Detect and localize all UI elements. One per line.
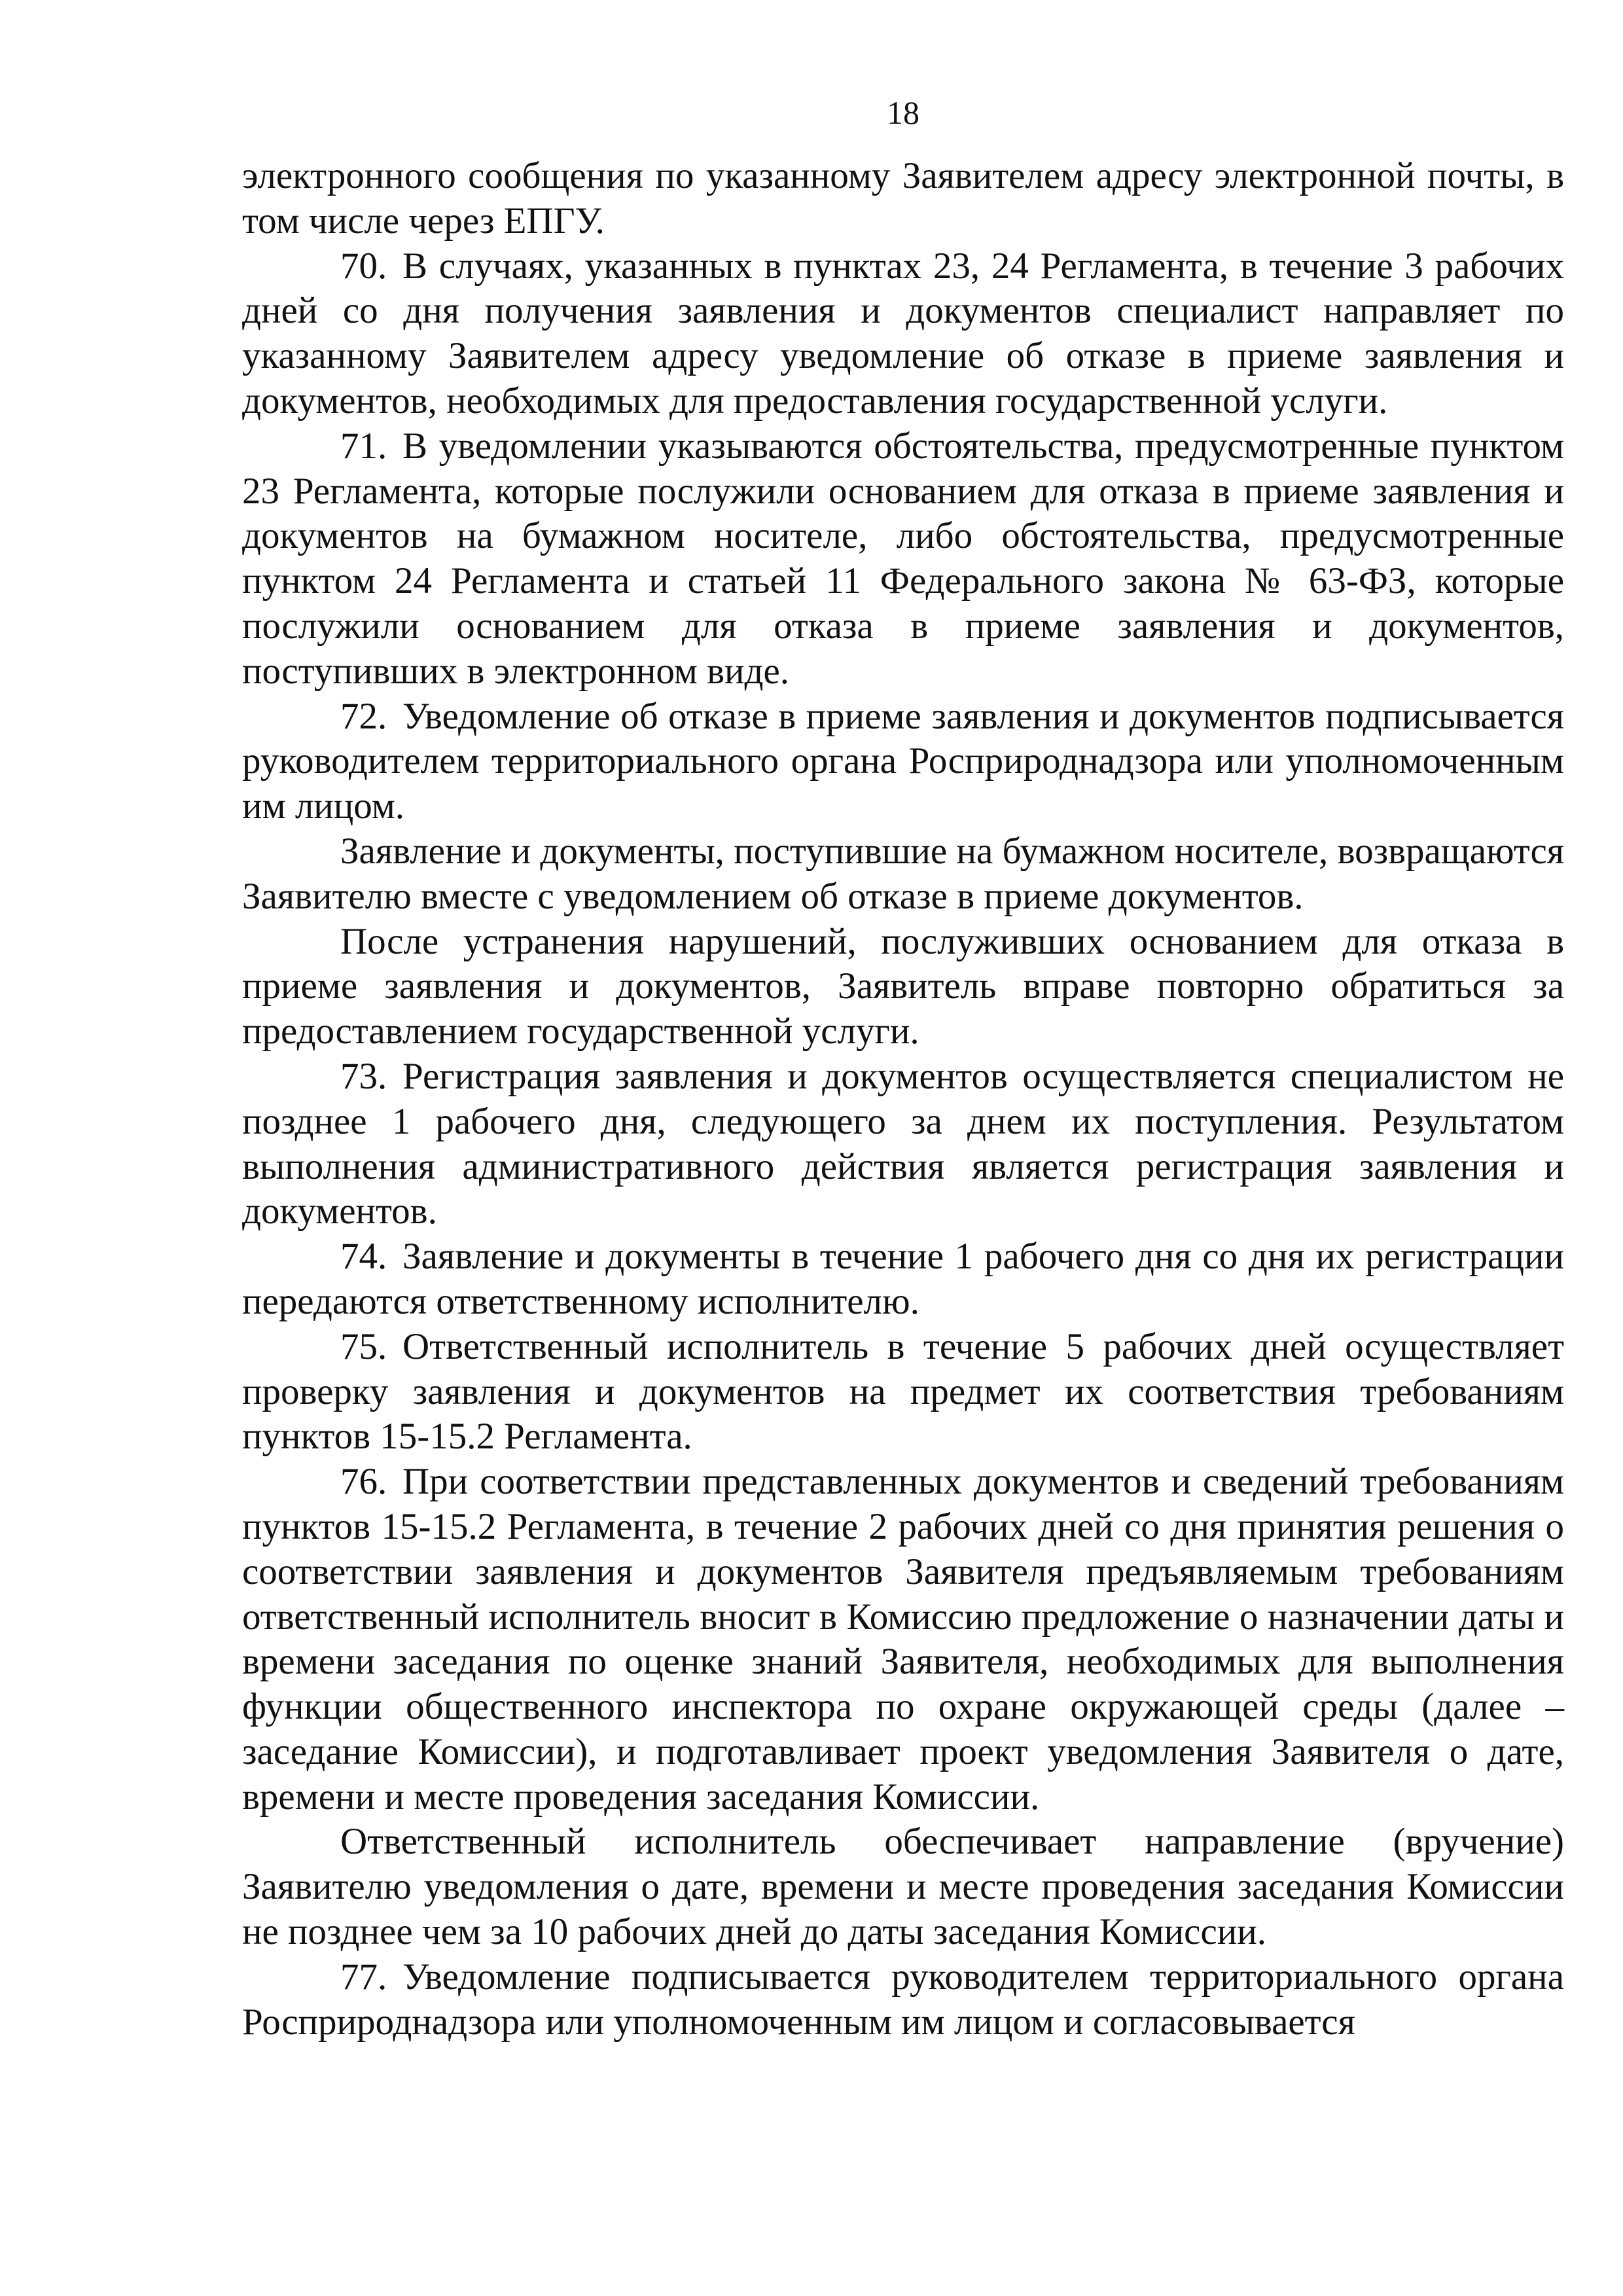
paragraph-text: После устранения нарушений, послуживших основанием для отказа в приеме заявления и документов, Заявитель вправе повторно обратиться за предоставлением государственной услуги. [242,920,1564,1052]
paragraph-text: Уведомление об отказе в приеме заявления и документов подписывается руководителем территориального органа Росприроднадзора или уполномоченным им лицом. [242,695,1564,827]
paragraph-number: 71. [340,425,387,467]
paragraph-text: Уведомление подписывается руководителем территориального органа Росприроднадзора или уполномоченным им лицом и согласовывается [242,1956,1564,2043]
paragraph-text: Ответственный исполнитель в течение 5 рабочих дней осуществляет проверку заявления и документов на предмет их соответствия требованиям пунктов 15-15.2 Регламента. [242,1325,1564,1458]
paragraph-71 [242,424,1564,694]
document-body [242,154,1564,2045]
paragraph-text: Заявление и документы, поступившие на бумажном носителе, возвращаются Заявителю вместе с уведомлением об отказе в приеме документов. [242,830,1564,917]
paragraph-70 [242,244,1564,424]
paragraph-text: Ответственный исполнитель обеспечивает направление (вручение) Заявителю уведомления о дате, времени и месте проведения заседания Комиссии не позднее чем за 10 рабочих дней до даты заседания Комиссии. [242,1821,1564,1953]
paragraph-72-repeat-request [242,920,1564,1054]
paragraph-number: 76. [340,1461,387,1503]
paragraph-75 [242,1325,1564,1460]
paragraph-72-returned-documents [242,829,1564,920]
paragraph-number: 70. [340,245,387,287]
paragraph-text: Заявление и документы в течение 1 рабочего дня со дня их регистрации передаются ответственному исполнителю. [242,1236,1564,1322]
paragraph-number: 75. [340,1325,387,1367]
paragraph-74 [242,1234,1564,1325]
page-number: 18 [887,94,919,131]
paragraph-number: 74. [340,1236,387,1278]
paragraph-number: 77. [340,1956,387,1998]
paragraph-text: При соответствии представленных документов и сведений требованиям пунктов 15-15.2 Регламента, в течение 2 рабочих дней со дня принятия решения о соответствии заявления и документов Заявителя предъявляемым требованиям ответственный исполнитель вносит в Комиссию предложение о назначении даты и времени заседания по оценке знаний Заявителя, необходимых для выполнения функции общественного инспектора по охране окружающей среды (далее – заседание Комиссии), и подготавливает проект уведомления Заявителя о дате, времени и месте проведения заседания Комиссии. [242,1461,1564,1818]
paragraph-73 [242,1054,1564,1234]
paragraph-text: электронного сообщения по указанному Заявителем адресу электронной почты, в том числе через ЕПГУ. [242,155,1564,242]
paragraph-number: 73. [340,1055,387,1097]
paragraph-text: Регистрация заявления и документов осуществляется специалистом не позднее 1 рабочего дня, следующего за днем их поступления. Результатом выполнения административного действия является регистрация заявления и документов. [242,1055,1564,1232]
paragraph-text: В случаях, указанных в пунктах 23, 24 Регламента, в течение 3 рабочих дней со дня получения заявления и документов специалист направляет по указанному Заявителем адресу уведомление об отказе в приеме заявления и документов, необходимых для предоставления государственной услуги. [242,245,1564,422]
paragraph-72 [242,694,1564,829]
paragraph-continuation [242,154,1564,244]
paragraph-76 [242,1460,1564,1820]
paragraph-76-notification [242,1820,1564,1954]
paragraph-number: 72. [340,695,387,737]
paragraph-text: В уведомлении указываются обстоятельства, предусмотренные пунктом 23 Регламента, которые послужили основанием для отказа в приеме заявления и документов на бумажном носителе, либо обстоятельства, предусмотренные пунктом 24 Регламента и статьей 11 Федерального закона № 63-ФЗ, которые послужили основанием для отказа в приеме заявления и документов, поступивших в электронном виде. [242,425,1564,692]
paragraph-77 [242,1955,1564,2045]
